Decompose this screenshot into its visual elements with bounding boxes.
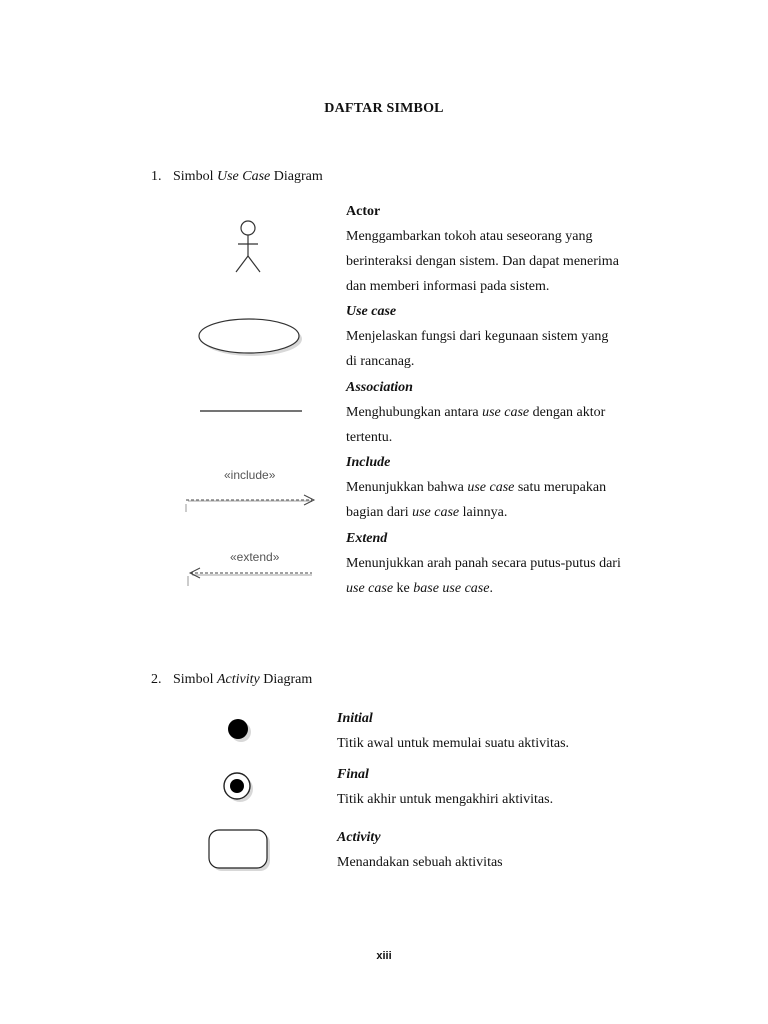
- extend-arrow-icon: [184, 546, 320, 592]
- actor-icon: [228, 218, 268, 276]
- use-case-description: [346, 299, 651, 374]
- use-case-name: Use case: [346, 304, 397, 319]
- actor-description: [346, 199, 651, 299]
- activity-node-icon: [206, 827, 276, 877]
- extend-desc-line-2: use case ke base use case.: [346, 581, 493, 596]
- actor-desc-line-1: Menggambarkan tokoh atau seseorang yang: [346, 229, 593, 244]
- section-prefix: Simbol: [173, 169, 217, 184]
- initial-name: Initial: [337, 711, 373, 726]
- association-description: [346, 375, 651, 450]
- section-number: 2.: [151, 672, 162, 687]
- page-title: DAFTAR SIMBOL: [324, 101, 444, 116]
- activity-description: [337, 825, 651, 875]
- initial-desc-text: Titik awal untuk memulai suatu aktivitas.: [337, 736, 570, 751]
- section-suffix: Diagram: [270, 169, 323, 184]
- actor-desc-line-2: berinteraksi dengan sistem. Dan dapat menerima: [346, 254, 619, 269]
- activity-name: Activity: [337, 830, 381, 845]
- final-node-icon: [222, 770, 256, 804]
- use-case-desc-line-2: di rancanag.: [346, 354, 415, 369]
- initial-node-icon: [226, 716, 256, 746]
- include-desc-line-2: bagian dari use case lainnya.: [346, 505, 508, 520]
- include-label: «include»: [224, 468, 276, 482]
- association-name: Association: [346, 380, 413, 395]
- include-description: [346, 450, 651, 525]
- section-prefix: Simbol: [173, 672, 217, 687]
- section-emphasis: Activity: [216, 672, 260, 687]
- section-number: 1.: [151, 169, 162, 184]
- section-heading-activity: [151, 672, 312, 688]
- final-description: [337, 762, 651, 812]
- final-name: Final: [337, 767, 369, 782]
- section-emphasis: Use Case: [216, 169, 271, 184]
- page-number: xiii: [376, 950, 392, 962]
- extend-name: Extend: [346, 531, 388, 546]
- use-case-ellipse-icon: [196, 314, 306, 360]
- initial-description: [337, 706, 651, 756]
- section-heading-use-case: [151, 169, 323, 185]
- actor-name: Actor: [346, 204, 381, 219]
- association-desc-line-1: Menghubungkan antara use case dengan aktor: [346, 405, 606, 420]
- include-arrow-icon: [184, 464, 320, 516]
- actor-desc-line-3: dan memberi informasi pada sistem.: [346, 279, 550, 294]
- use-case-desc-line-1: Menjelaskan fungsi dari kegunaan sistem yang: [346, 329, 609, 344]
- extend-label: «extend»: [230, 550, 280, 564]
- include-desc-line-1: Menunjukkan bahwa use case satu merupakan: [346, 480, 607, 495]
- extend-description: [346, 526, 651, 601]
- extend-desc-line-1: Menunjukkan arah panah secara putus-putus dari: [346, 556, 621, 571]
- final-desc-text: Titik akhir untuk mengakhiri aktivitas.: [337, 792, 554, 807]
- section-suffix: Diagram: [259, 672, 313, 687]
- include-name: Include: [346, 455, 391, 470]
- activity-desc-text: Menandakan sebuah aktivitas: [337, 855, 503, 870]
- association-desc-line-2: tertentu.: [346, 430, 393, 445]
- association-line-icon: [198, 404, 304, 416]
